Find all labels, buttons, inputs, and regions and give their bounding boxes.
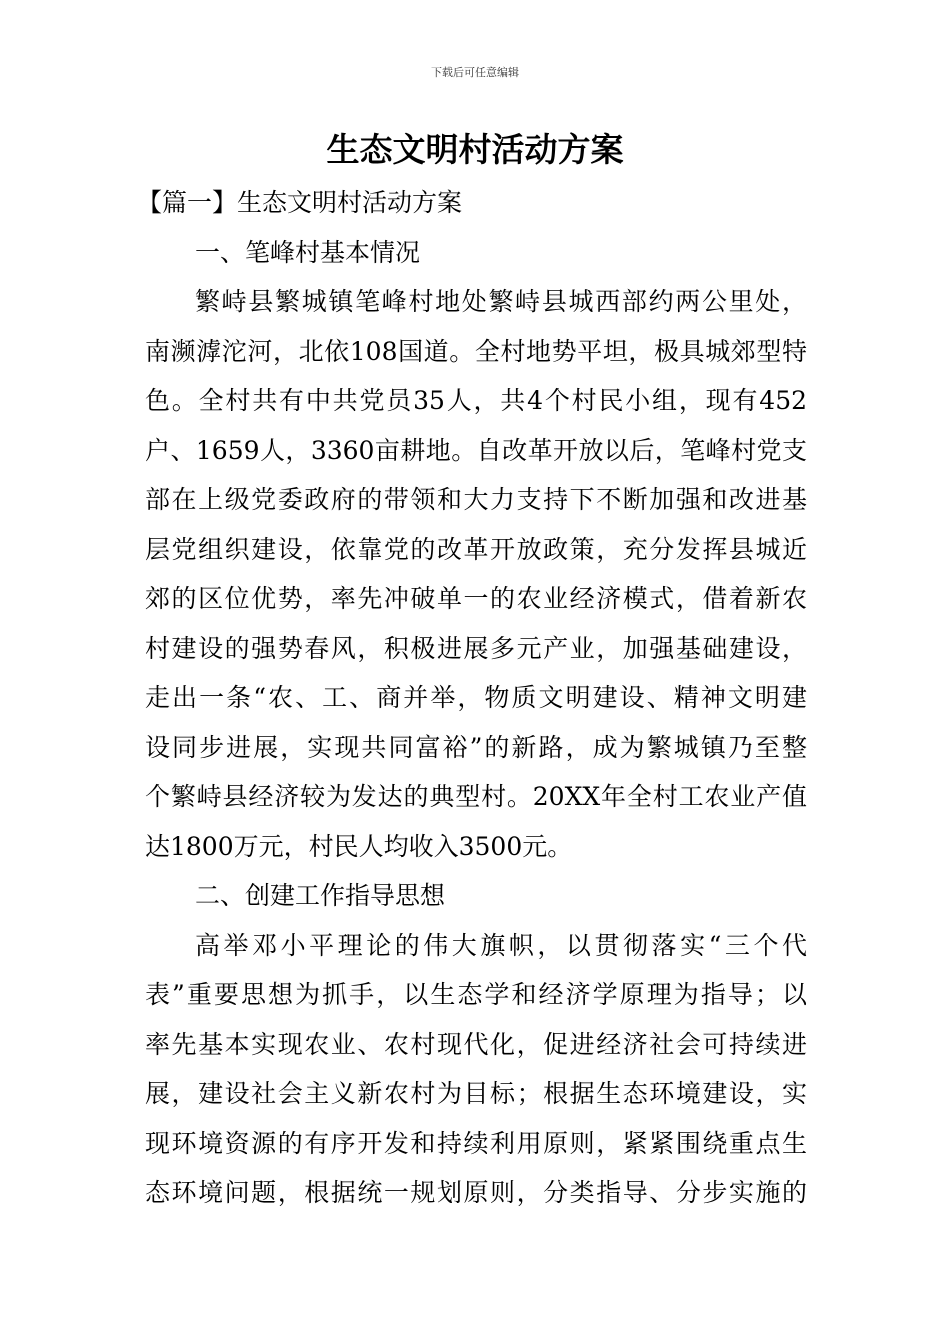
- paragraph-line: 部在上级党委政府的带领和大力支持下不断加强和改进基: [145, 485, 807, 514]
- paragraph-line: 走出一条“农、工、商并举，物质文明建设、精神文明建: [145, 683, 807, 712]
- paragraph-line: 南濒滹沱河，北依108国道。全村地势平坦，极具城郊型特: [145, 336, 807, 366]
- document-title: 生态文明村活动方案: [326, 130, 624, 169]
- paragraph-line: 村建设的强势春风，积极进展多元产业，加强基础建设，: [145, 633, 807, 663]
- section-heading: 【篇一】生态文明村活动方案: [137, 188, 463, 217]
- paragraph-line: 个繁峙县经济较为发达的典型村。20XX年全村工农业产值: [145, 782, 807, 811]
- paragraph-line: 展，建设社会主义新农村为目标；根据生态环境建设，实: [145, 1079, 807, 1108]
- document-body: [137, 178, 807, 1218]
- paragraph-line: 高举邓小平理论的伟大旗帜，以贯彻落实“三个代: [195, 930, 807, 960]
- paragraph-2: [145, 921, 807, 1218]
- header-note: 下载后可任意编辑: [431, 66, 519, 79]
- paragraph-line: 层党组织建设，依靠党的改革开放政策，充分发挥县城近: [145, 534, 807, 564]
- paragraph-line: 达1800万元，村民人均收入3500元。: [145, 831, 573, 861]
- paragraph-line: 设同步进展，实现共同富裕”的新路，成为繁城镇乃至整: [145, 732, 807, 762]
- paragraph-line: 户、1659人，3360亩耕地。自改革开放以后，笔峰村党支: [145, 435, 807, 465]
- paragraph-line: 率先基本实现农业、农村现代化，促进经济社会可持续进: [145, 1029, 807, 1059]
- subsection-heading-2: 二、创建工作指导思想: [195, 881, 446, 910]
- paragraph-line: 郊的区位优势，率先冲破单一的农业经济模式，借着新农: [145, 584, 807, 613]
- subsection-heading-1: 一、笔峰村基本情况: [195, 237, 421, 267]
- paragraph-line: 态环境问题，根据统一规划原则，分类指导、分步实施的: [145, 1178, 807, 1207]
- paragraph-1: [145, 277, 807, 871]
- paragraph-line: 色。全村共有中共党员35人，共4个村民小组，现有452: [145, 386, 807, 415]
- paragraph-line: 繁峙县繁城镇笔峰村地处繁峙县城西部约两公里处，: [195, 287, 807, 316]
- paragraph-line: 表”重要思想为抓手，以生态学和经济学原理为指导；以: [145, 980, 807, 1009]
- paragraph-line: 现环境资源的有序开发和持续利用原则，紧紧围绕重点生: [145, 1128, 807, 1158]
